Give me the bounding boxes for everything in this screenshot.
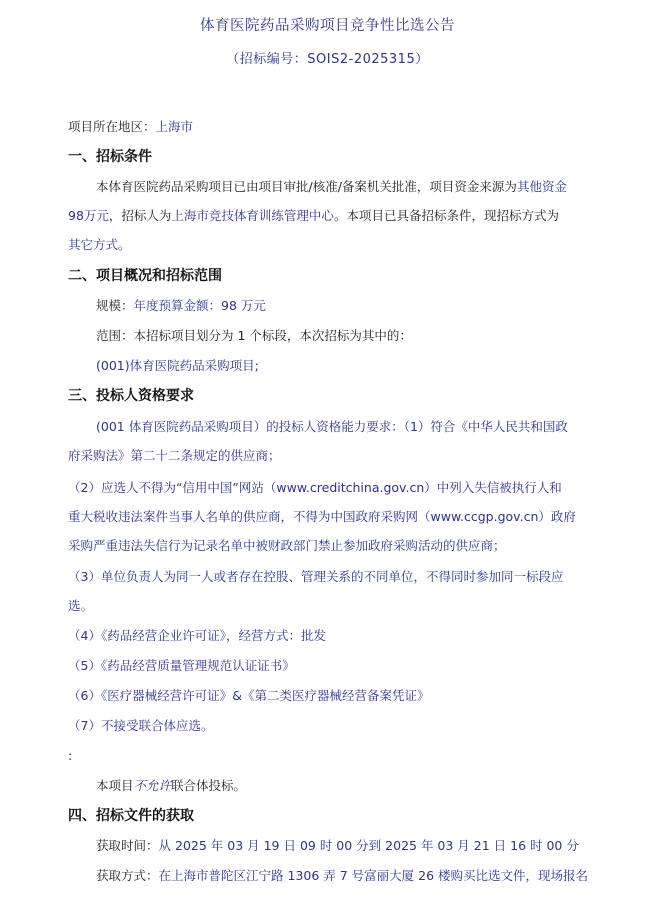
tender-number: （招标编号：SOIS2-2025315） xyxy=(226,52,429,67)
section-3-heading: 三、投标人资格要求 xyxy=(68,388,194,404)
section-4-heading: 四、招标文件的获取 xyxy=(68,808,194,824)
qualification-4: （4）《药品经营企业许可证》，经营方式：批发 xyxy=(68,628,326,643)
s1-line-2: 98万元，招标人为上海市竞技体育训练管理中心。本项目已具备招标条件，现招标方式为 xyxy=(68,208,559,223)
acquisition-time-value: 从 2025 年 03 月 19 日 09 时 00 分到 2025 年 03 月 21 日 16 时 00 分 xyxy=(158,838,579,853)
qualification-3a: （3）单位负责人为同一人或者存在控股、管理关系的不同单位，不得同时参加同一标段应 xyxy=(68,569,564,584)
tender-method: 其它方式 xyxy=(68,237,119,252)
qualification-3b: 选。 xyxy=(68,598,94,613)
region-label: 项目所在地区： xyxy=(68,119,156,134)
region-value: 上海市 xyxy=(155,119,194,134)
colon-mark: : xyxy=(68,748,73,763)
qualification-2c: 采购严重违法失信行为记录名单中被财政部门禁止参加政府采购活动的供应商； xyxy=(68,538,506,553)
acquisition-method: 获取方式：在上海市普陀区江宁路 1306 弄 7 号富丽大厦 26 楼购买比选文件，现场报名 xyxy=(96,868,589,883)
qualification-2a: （2）应选人不得为“信用中国”网站（www.creditchina.gov.cn）中列入失信被执行人和 xyxy=(68,480,562,495)
fund-source: 其他资金 xyxy=(516,179,567,194)
fund-amount: 98万元 xyxy=(68,208,109,223)
consortium-status: 不允许 xyxy=(133,778,172,793)
document-title: 体育医院药品采购项目竞争性比选公告 xyxy=(200,18,455,34)
project-scale: 规模：年度预算金额：98 万元 xyxy=(96,298,266,313)
qualification-6: （6）《医疗器械经营许可证》&《第二类医疗器械经营备案凭证》 xyxy=(68,688,430,703)
scale-value: 年度预算金额：98 万元 xyxy=(133,298,266,313)
acquisition-time: 获取时间：从 2025 年 03 月 19 日 09 时 00 分到 2025 年 03 月 21 日 16 时 00 分 xyxy=(96,838,579,853)
section-1-heading: 一、招标条件 xyxy=(68,149,152,165)
section-2-heading: 二、项目概况和招标范围 xyxy=(68,268,222,284)
acquisition-method-value: 在上海市普陀区江宁路 1306 弄 7 号富丽大厦 26 楼购买比选文件，现场报名 xyxy=(158,868,589,883)
qualification-1b: 府采购法》第二十二条规定的供应商； xyxy=(68,448,281,463)
qualification-2b: 重大税收违法案件当事人名单的供应商，不得为中国政府采购网（www.ccgp.gov.cn）政府 xyxy=(68,509,576,524)
qualification-7: （7）不接受联合体应选。 xyxy=(68,718,214,733)
qualification-5: （5）《药品经营质量管理规范认证证书》 xyxy=(68,658,295,673)
project-range: 范围：本招标项目划分为 1 个标段，本次招标为其中的： xyxy=(96,328,412,343)
consortium-note: 本项目不允许联合体投标。 xyxy=(96,778,247,793)
project-region xyxy=(68,117,193,137)
tenderer-name: 上海市竞技体育训练管理中心 xyxy=(171,208,334,223)
s1-line-3: 其它方式。 xyxy=(68,237,131,252)
s1-line-1: 本体育医院药品采购项目已由项目审批/核准/备案机关批准，项目资金来源为其他资金 xyxy=(96,179,567,194)
qualification-1a: (001 体育医院药品采购项目）的投标人资格能力要求：（1）符合《中华人民共和国政 xyxy=(96,419,568,434)
lot-item: (001)体育医院药品采购项目; xyxy=(96,358,259,373)
